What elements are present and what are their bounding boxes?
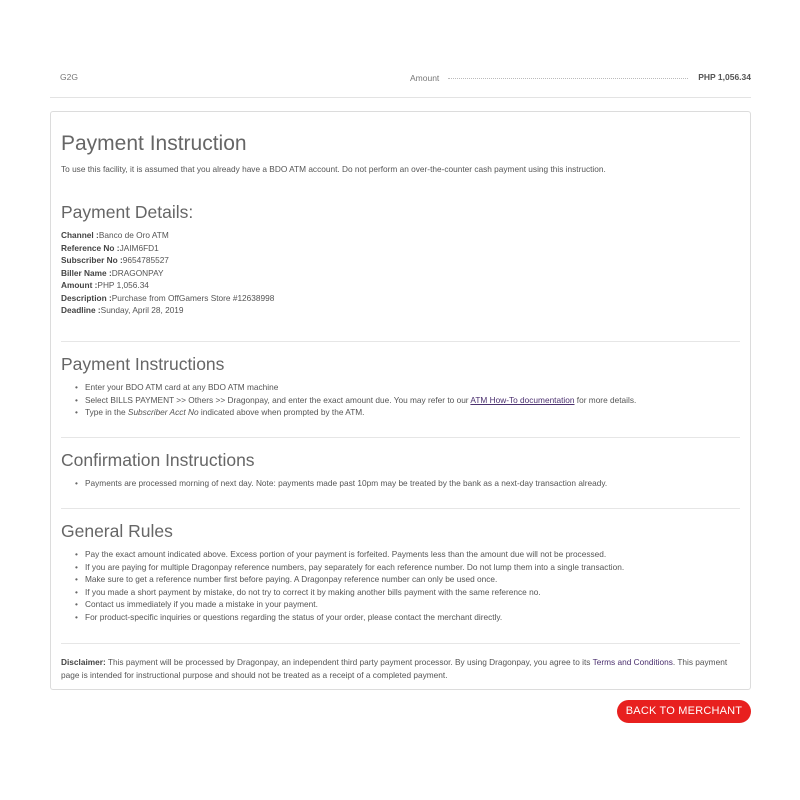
detail-label: Subscriber No : bbox=[61, 255, 123, 265]
intro-text: To use this facility, it is assumed that you already have a BDO ATM account. Do not perform an over-the-counter cash payment using this instruction. bbox=[61, 164, 606, 174]
detail-label: Amount : bbox=[61, 280, 98, 290]
list-item-text: Type in the bbox=[85, 407, 128, 418]
confirmation-title: Confirmation Instructions bbox=[61, 450, 255, 470]
terms-link[interactable]: Terms and Conditions bbox=[592, 657, 673, 667]
disclaimer-label: Disclaimer: bbox=[61, 657, 106, 667]
general-rules-list bbox=[61, 548, 740, 624]
payment-details-section bbox=[61, 202, 740, 317]
detail-value: 9654785527 bbox=[122, 255, 169, 265]
detail-value: PHP 1,056.34 bbox=[97, 280, 149, 290]
subscriber-acct-emphasis: Subscriber Acct No bbox=[127, 407, 199, 418]
disclaimer-text: This payment will be processed by Dragonpay, an independent third party payment processor. By using Dragonpay, you agree to its bbox=[105, 657, 593, 667]
detail-label: Deadline : bbox=[61, 305, 101, 315]
details-title: Payment Details: bbox=[61, 202, 194, 222]
back-to-merchant-button[interactable]: BACK TO MERCHANT bbox=[617, 700, 751, 723]
disclaimer-text: . This payment page is intended for instructional purpose and should not be treated as a receipt of a completed payment. bbox=[61, 657, 728, 680]
detail-subscriber bbox=[61, 254, 740, 267]
list-item bbox=[85, 394, 740, 407]
divider bbox=[61, 341, 740, 342]
confirmation-list bbox=[61, 477, 740, 490]
detail-label: Biller Name : bbox=[61, 267, 112, 278]
list-item bbox=[85, 406, 740, 419]
instruction-section bbox=[61, 132, 740, 176]
detail-reference bbox=[61, 242, 740, 255]
divider bbox=[61, 508, 740, 509]
instruction-card bbox=[50, 111, 751, 690]
confirmation-section bbox=[61, 450, 740, 490]
list-item: • Enter your BDO ATM card at any BDO ATM machine bbox=[85, 381, 740, 394]
list-item: • Contact us immediately if you made a mistake in your payment. bbox=[85, 598, 740, 611]
detail-biller bbox=[61, 267, 740, 280]
details-list bbox=[61, 229, 740, 317]
list-item-text: indicated above when prompted by the ATM. bbox=[198, 407, 365, 418]
atm-howto-link[interactable]: ATM How-To documentation bbox=[470, 394, 575, 405]
list-item: • Payments are processed morning of next day. Note: payments made past 10pm may be treated by the bank as a next-day transaction already. bbox=[85, 477, 740, 490]
list-item-text: Select BILLS PAYMENT >> Others >> Dragonpay, and enter the exact amount due. You may refer to our bbox=[85, 394, 471, 405]
detail-description bbox=[61, 292, 740, 305]
amount-leader-dots bbox=[448, 78, 688, 79]
order-summary-bar bbox=[50, 66, 751, 98]
detail-deadline bbox=[61, 304, 740, 317]
list-item: • For product-specific inquiries or questions regarding the status of your order, please contact the merchant directly. bbox=[85, 611, 740, 624]
detail-label: Channel : bbox=[61, 230, 99, 240]
payment-instructions-list bbox=[61, 381, 740, 419]
list-item-text: for more details. bbox=[574, 394, 637, 405]
detail-label: Description : bbox=[61, 292, 112, 303]
detail-value: Banco de Oro ATM bbox=[98, 230, 169, 240]
merchant-name: G2G bbox=[60, 72, 78, 82]
detail-amount bbox=[61, 279, 740, 292]
general-rules-section bbox=[61, 521, 740, 624]
list-item: • Pay the exact amount indicated above. Excess portion of your payment is forfeited. Payments less than the amount due will not be processed. bbox=[85, 548, 740, 561]
detail-value: DRAGONPAY bbox=[111, 267, 164, 278]
detail-label: Reference No : bbox=[61, 242, 120, 253]
detail-value: JAIM6FD1 bbox=[119, 242, 159, 253]
divider bbox=[61, 437, 740, 438]
list-item: • Make sure to get a reference number first before paying. A Dragonpay reference number can only be used once. bbox=[85, 573, 740, 586]
detail-value: Purchase from OffGamers Store #12638998 bbox=[111, 292, 275, 303]
general-rules-title: General Rules bbox=[61, 521, 173, 541]
amount-label: Amount bbox=[410, 73, 440, 83]
detail-value: Sunday, April 28, 2019 bbox=[100, 305, 184, 315]
disclaimer bbox=[61, 656, 740, 681]
page-title: Payment Instruction bbox=[61, 132, 247, 155]
list-item: • If you made a short payment by mistake, do not try to correct it by making another bills payment with the same reference no. bbox=[85, 586, 740, 599]
divider bbox=[61, 643, 740, 644]
payment-instructions-section bbox=[61, 354, 740, 419]
amount-value: PHP 1,056.34 bbox=[698, 72, 751, 82]
payment-instructions-title: Payment Instructions bbox=[61, 354, 225, 374]
detail-channel bbox=[61, 229, 740, 242]
list-item: • If you are paying for multiple Dragonpay reference numbers, pay separately for each reference number. Do not lump them into a single transaction. bbox=[85, 561, 740, 574]
